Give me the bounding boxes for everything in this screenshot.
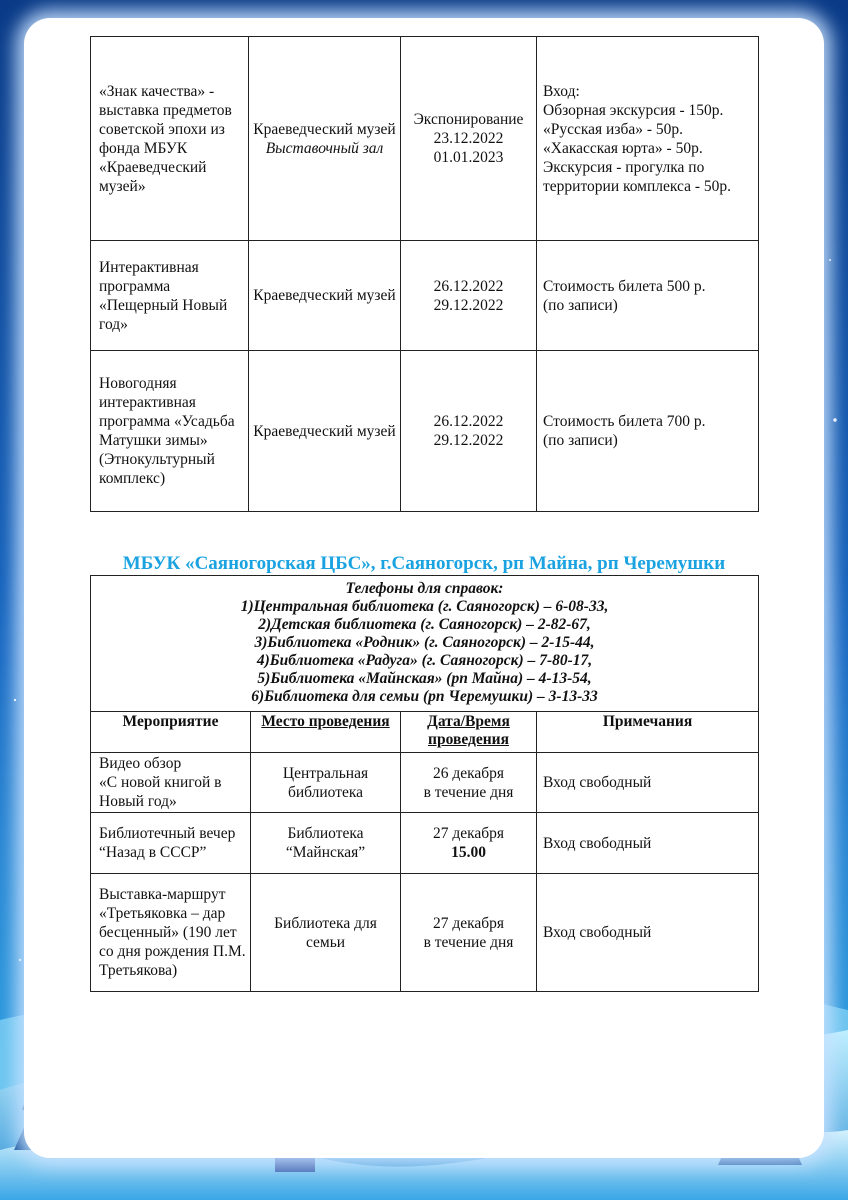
date-cell [401, 753, 537, 813]
place-cell: Краеведческий музей [249, 351, 401, 512]
notes-cell: Вход: Обзорная экскурсия - 150р. «Русская изба» - 50р. «Хакасская юрта» - 50р. Экскурсия - прогулка по территории комплекса - 50р. [537, 37, 759, 241]
phone-line: 1)Центральная библиотека (г. Саяногорск) – 6-08-33, [240, 598, 609, 615]
notes-cell: Вход свободный [537, 813, 759, 874]
header-event: Мероприятие [91, 712, 251, 753]
event-text: «Знак качества» - выставка предметов советской эпохи из фонда МБУК «Краеведческий музей» [99, 82, 244, 196]
table-row [91, 37, 759, 241]
date-cell [401, 874, 537, 992]
phones-title: Телефоны для справок: [345, 580, 504, 597]
header-row [91, 712, 759, 753]
phone-line: 4)Библиотека «Радуга» (г. Саяногорск) – 7-80-17, [256, 652, 593, 669]
event-cell [91, 37, 249, 241]
header-notes: Примечания [537, 712, 759, 753]
phone-line: 5)Библиотека «Майнская» (рп Майна) – 4-13-54, [257, 670, 592, 687]
phone-line: 2)Детская библиотека (г. Саяногорск) – 2-82-67, [258, 616, 591, 633]
date-cell: 26.12.2022 29.12.2022 [401, 351, 537, 512]
phones-row [91, 576, 759, 712]
date-cell: 26.12.2022 29.12.2022 [401, 241, 537, 351]
phone-line: 6)Библиотека для семьи (рп Черемушки) – 3-13-33 [251, 688, 598, 705]
place-text: Краеведческий музей [253, 120, 396, 138]
event-cell: Выставка-маршрут «Третьяковка – дар бесценный» (190 лет со дня рождения П.М. Третьякова) [91, 874, 251, 992]
place-cell: Центральная библиотека [251, 753, 401, 813]
date-cell: Экспонирование 23.12.2022 01.01.2023 [401, 37, 537, 241]
notes-cell: Вход свободный [537, 874, 759, 992]
date-text: 26 декабря [432, 764, 505, 782]
phone-line: 3)Библиотека «Родник» (г. Саяногорск) – 2-15-44, [254, 634, 595, 651]
table-row [91, 753, 759, 813]
place-cell: Библиотека для семьи [251, 874, 401, 992]
event-cell: Видео обзор «С новой книгой в Новый год» [91, 753, 251, 813]
place-cell: Библиотека “Майнская” [251, 813, 401, 874]
library-events-table [90, 575, 759, 992]
date-cell [401, 813, 537, 874]
table-row [91, 813, 759, 874]
notes-cell: Стоимость билета 500 р. (по записи) [537, 241, 759, 351]
time-text: 15.00 [451, 844, 486, 861]
table-row [91, 874, 759, 992]
museum-events-table [90, 36, 759, 512]
event-cell [91, 351, 249, 512]
date-text: 27 декабря [432, 914, 505, 932]
event-cell: Библиотечный вечер “Назад в СССР” [91, 813, 251, 874]
event-text: Новогодняя интерактивная программа «Усадьба Матушки зимы» (Этнокультурный комплекс) [99, 374, 244, 488]
table-row [91, 351, 759, 512]
header-date: Дата/Время проведения [401, 712, 537, 753]
place-subtext: Выставочный зал [265, 139, 384, 157]
organization-heading: МБУК «Саяногорская ЦБС», г.Саяногорск, рп Майна, рп Черемушки [122, 553, 726, 574]
notes-cell: Стоимость билета 700 р. (по записи) [537, 351, 759, 512]
place-cell [249, 37, 401, 241]
place-cell: Краеведческий музей [249, 241, 401, 351]
phones-cell [91, 576, 759, 712]
table-row [91, 241, 759, 351]
time-text: в течение дня [423, 783, 514, 801]
time-text: в течение дня [423, 933, 514, 951]
event-cell [91, 241, 249, 351]
date-text: 27 декабря [432, 825, 505, 842]
event-text: Интерактивная программа «Пещерный Новый год» [99, 258, 244, 334]
notes-cell: Вход свободный [537, 753, 759, 813]
header-place: Место проведения [251, 712, 401, 753]
